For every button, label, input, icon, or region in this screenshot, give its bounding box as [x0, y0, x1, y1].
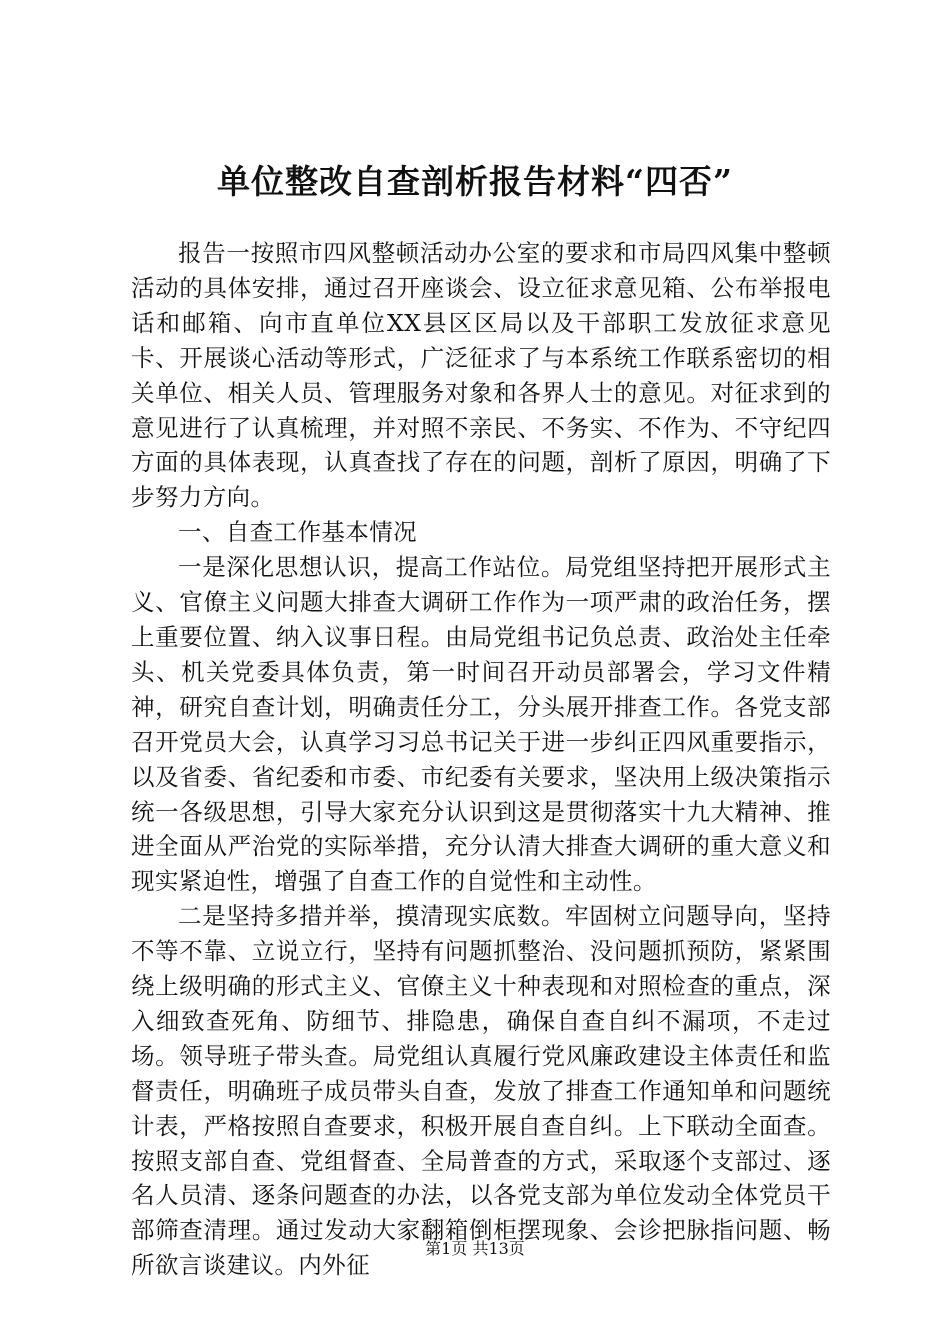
document-title: 单位整改自查剖析报告材料“四否” — [217, 162, 733, 201]
paragraph-second-point: 二是坚持多措并举，摸清现实底数。牢固树立问题导向，坚持不等不靠、立说立行，坚持有问题抓整治、没问题抓预防，紧紧围绕上级明确的形式主义、官僚主义十种表现和对照检查的重点，深入细致查死角、防细节、排隐患，确保自查自纠不漏项，不走过场。领导班子带头查。局党组认真履行党风廉政建设主体责任和监督责任，明确班子成员带头自查，发放了排查工作通知单和问题统计表，严格按照自查要求，积极开展自查自纠。上下联动全面查。按照支部自查、党组督查、全局普查的方式，采取逐个支部过、逐名人员清、逐条问题查的办法，以各党支部为单位发动全体党员干部筛查清理。通过发动大家翻箱倒柜摆现象、会诊把脉指问题、畅所欲言谈建议。内外征 — [131, 902, 831, 1280]
document-body — [131, 236, 831, 1283]
page-number: 第1页 共13页 — [425, 1239, 525, 1258]
paragraph-intro: 报告一按照市四风整顿活动办公室的要求和市局四风集中整顿活动的具体安排，通过召开座谈会、设立征求意见箱、公布举报电话和邮箱、向市直单位XX县区区局以及干部职工发放征求意见卡、开展谈心活动等形式，广泛征求了与本系统工作联系密切的相关单位、相关人员、管理服务对象和各界人士的意见。对征求到的意见进行了认真梳理，并对照不亲民、不务实、不作为、不守纪四方面的具体表现，认真查找了存在的问题，剖析了原因，明确了下步努力方向。 — [131, 239, 831, 512]
paragraph-first-point: 一是深化思想认识，提高工作站位。局党组坚持把开展形式主义、官僚主义问题大排查大调研工作作为一项严肃的政治任务，摆上重要位置、纳入议事日程。由局党组书记负总责、政治处主任牵头、机关党委具体负责，第一时间召开动员部署会，学习文件精神，研究自查计划，明确责任分工，分头展开排查工作。各党支部召开党员大会，认真学习习总书记关于进一步纠正四风重要指示，以及省委、省纪委和市委、市纪委有关要求，坚决用上级决策指示统一各级思想，引导大家充分认识到这是贯彻落实十九大精神、推进全面从严治党的实际举措，充分认清大排查大调研的重大意义和现实紧迫性，增强了自查工作的自觉性和主动性。 — [131, 553, 831, 896]
section-heading: 一、自查工作基本情况 — [178, 518, 417, 547]
